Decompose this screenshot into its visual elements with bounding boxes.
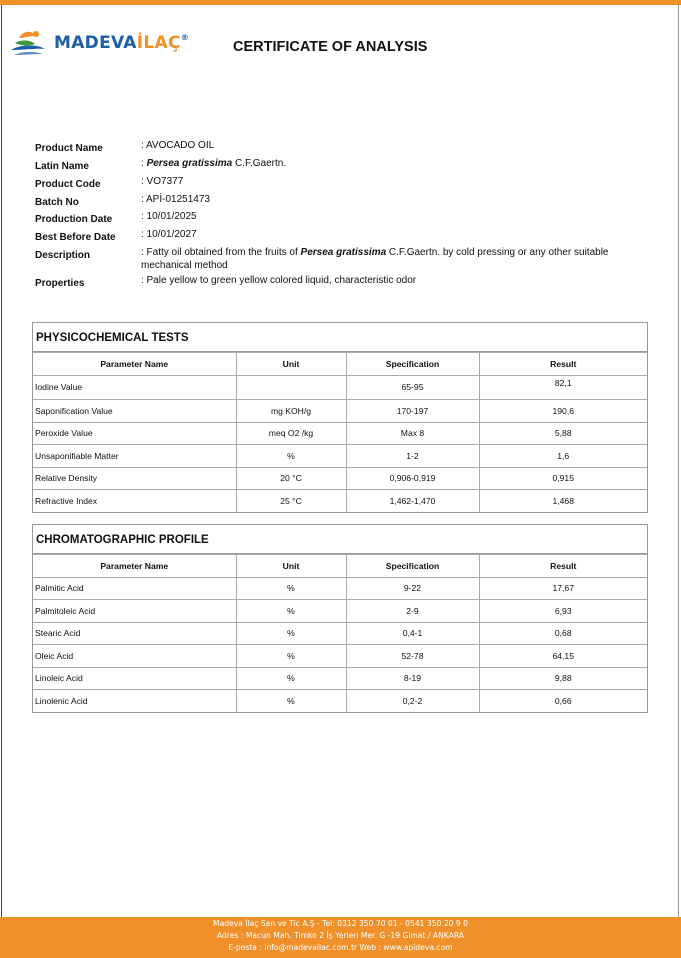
specification: 170-197	[346, 400, 479, 423]
latin-name-suffix: C.F.Gaertn.	[232, 158, 287, 169]
footer-address-line: Adres : Macun Mah. Timko 2 İş Yerleri Mer. G -19 Gimat / ANKARA	[217, 931, 464, 940]
specification: 65-95	[346, 375, 479, 400]
unit: 20 °C	[236, 467, 346, 490]
result: 1,6	[479, 445, 647, 468]
table-row	[33, 645, 647, 668]
column-header-unit: Unit	[236, 353, 346, 376]
best-before-date-value: : 10/01/2027	[141, 229, 197, 240]
result: 0,66	[479, 690, 647, 712]
registered-mark: ®	[180, 33, 190, 42]
description-suffix: C.F.Gaertn. by cold pressing or any other suitable mechanical method	[141, 247, 609, 271]
latin-name-italic: Persea gratissima	[146, 158, 233, 169]
parameter-name: Linolenic Acid	[33, 690, 236, 712]
parameter-name: Oleic Acid	[33, 645, 236, 668]
specification: 0,906-0,919	[346, 467, 479, 490]
column-header-parameter: Parameter Name	[33, 353, 236, 376]
description-value	[141, 246, 636, 272]
table-row	[33, 690, 647, 712]
product-info	[35, 142, 645, 292]
unit: %	[236, 445, 346, 468]
latin-name-label: Latin Name	[35, 161, 89, 172]
table-row	[33, 467, 647, 490]
specification: 52-78	[346, 645, 479, 668]
column-header-result: Result	[479, 555, 647, 578]
unit: 25 °C	[236, 490, 346, 512]
column-header-unit: Unit	[236, 555, 346, 578]
parameter-name: Iodine Value	[33, 375, 236, 400]
product-name-label: Product Name	[35, 143, 103, 154]
column-header-specification: Specification	[346, 555, 479, 578]
table-row	[33, 622, 647, 645]
result: 64,15	[479, 645, 647, 668]
unit: %	[236, 622, 346, 645]
result: 1,468	[479, 490, 647, 512]
result: 6,93	[479, 600, 647, 623]
production-date-label: Production Date	[35, 214, 113, 225]
footer-email-web-line: E-posta : info@madevailac.com.tr Web : www.apideva.com	[228, 943, 453, 952]
product-code-label: Product Code	[35, 179, 101, 190]
production-date-value: : 10/01/2025	[141, 211, 197, 222]
company-logo	[9, 28, 190, 60]
table-row	[33, 445, 647, 468]
batch-no-value: : APİ-01251473	[141, 194, 210, 205]
latin-name-value	[141, 157, 636, 170]
page-right-border	[678, 5, 679, 917]
table-row	[33, 375, 647, 400]
parameter-name: Stearic Acid	[33, 622, 236, 645]
parameter-name: Refractive Index	[33, 490, 236, 512]
table-row	[33, 400, 647, 423]
table-row	[33, 667, 647, 690]
batch-no-label: Batch No	[35, 197, 79, 208]
specification: Max 8	[346, 422, 479, 445]
result: 190,6	[479, 400, 647, 423]
latin-name-prefix: :	[141, 158, 147, 169]
table-row	[33, 490, 647, 512]
product-name-value: : AVOCADO OIL	[141, 140, 215, 151]
unit	[236, 375, 346, 400]
result: 0,915	[479, 467, 647, 490]
specification: 0,4-1	[346, 622, 479, 645]
column-header-result: Result	[479, 353, 647, 376]
properties-label: Properties	[35, 278, 85, 289]
document-title: CERTIFICATE OF ANALYSIS	[233, 39, 428, 55]
result: 9,88	[479, 667, 647, 690]
specification: 9-22	[346, 577, 479, 600]
product-code-value: : VO7377	[141, 176, 184, 187]
chromatographic-profile-title: CHROMATOGRAPHIC PROFILE	[33, 525, 647, 554]
result: 17,67	[479, 577, 647, 600]
unit: meq O2 /kg	[236, 422, 346, 445]
table-row	[33, 422, 647, 445]
description-italic: Persea gratissima	[300, 247, 387, 258]
top-accent-bar	[0, 0, 681, 5]
physicochemical-tests-table	[32, 322, 648, 513]
parameter-name: Saponification Value	[33, 400, 236, 423]
madeva-leaf-icon	[9, 28, 49, 60]
column-header-specification: Specification	[346, 353, 479, 376]
chromatographic-profile-table	[32, 524, 648, 713]
specification: 1-2	[346, 445, 479, 468]
brand-main: MADEVA	[54, 33, 137, 53]
specification: 0,2-2	[346, 690, 479, 712]
brand-accent: İLAÇ	[136, 33, 181, 53]
company-name	[54, 33, 189, 53]
properties-value: : Pale yellow to green yellow colored liquid, characteristic odor	[141, 275, 417, 286]
table-header-row	[33, 353, 647, 376]
table-row	[33, 577, 647, 600]
specification: 1,462-1,470	[346, 490, 479, 512]
footer-contact-line: Madeva İlaç San ve Tic A.Ş - Tel: 0312 350 70 01 - 0541 350 20 9 0	[213, 919, 468, 928]
parameter-name: Relative Density	[33, 467, 236, 490]
page-left-border	[1, 5, 2, 917]
unit: %	[236, 577, 346, 600]
physicochemical-tests-title: PHYSICOCHEMICAL TESTS	[33, 323, 647, 352]
unit: %	[236, 667, 346, 690]
specification: 2-9	[346, 600, 479, 623]
unit: %	[236, 600, 346, 623]
best-before-date-label: Best Before Date	[35, 232, 116, 243]
table-row	[33, 600, 647, 623]
parameter-name: Peroxide Value	[33, 422, 236, 445]
unit: %	[236, 690, 346, 712]
unit: %	[236, 645, 346, 668]
parameter-name: Palmitic Acid	[33, 577, 236, 600]
parameter-name: Palmitoleic Acid	[33, 600, 236, 623]
parameter-name: Linoleic Acid	[33, 667, 236, 690]
result: 5,88	[479, 422, 647, 445]
result: 0,68	[479, 622, 647, 645]
description-prefix: : Fatty oil obtained from the fruits of	[141, 247, 301, 258]
table-header-row	[33, 555, 647, 578]
description-label: Description	[35, 250, 91, 261]
column-header-parameter: Parameter Name	[33, 555, 236, 578]
parameter-name: Unsaponifiable Matter	[33, 445, 236, 468]
result: 82,1	[479, 375, 647, 400]
unit: mg KOH/g	[236, 400, 346, 423]
page-footer	[0, 917, 681, 958]
specification: 8-19	[346, 667, 479, 690]
